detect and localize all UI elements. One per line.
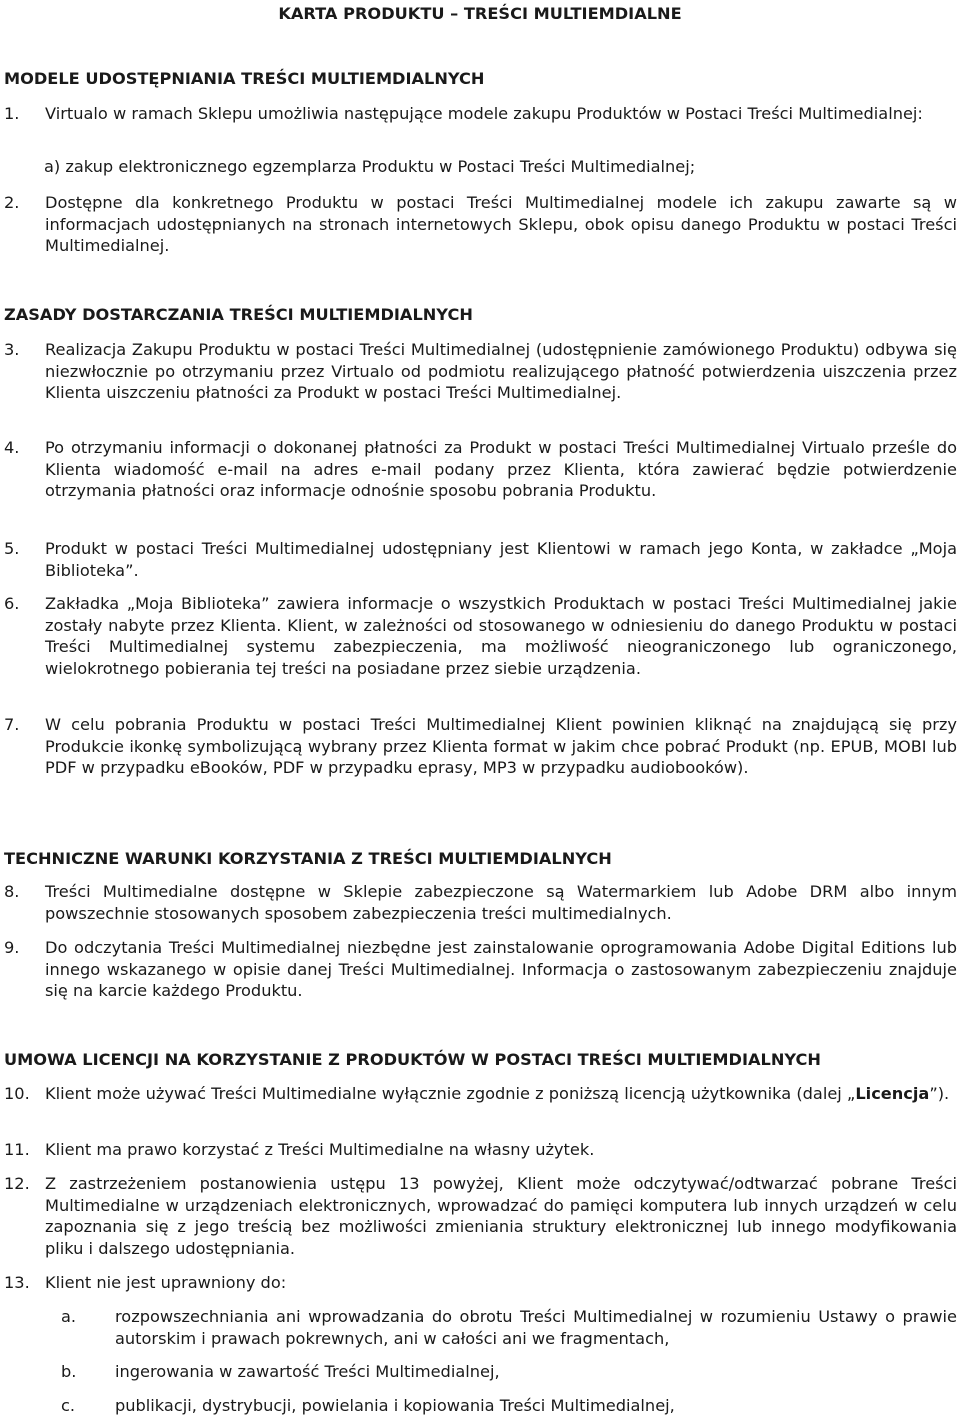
- paragraph-text: Klient ma prawo korzystać z Treści Multimedialne na własny użytek.: [45, 1140, 595, 1159]
- paragraph-10: [4, 1083, 957, 1105]
- paragraph-text-end: ”).: [929, 1084, 950, 1103]
- paragraph-9: [4, 937, 957, 1002]
- paragraph-number: 1.: [4, 104, 20, 123]
- paragraph-1: [4, 103, 957, 125]
- list-item-letter: b.: [61, 1362, 77, 1381]
- paragraph-number: 9.: [4, 938, 20, 957]
- paragraph-3: [4, 339, 957, 404]
- list-item-text: publikacji, dystrybucji, powielania i kopiowania Treści Multimedialnej,: [115, 1396, 675, 1415]
- paragraph-text: Dostępne dla konkretnego Produktu w postaci Treści Multimedialnej modele ich zakupu zawarte są w informacjach udostępnianych na stronach internetowych Sklepu, obok opisu danego Produktu w postaci Treści Multimedialnej.: [45, 193, 957, 255]
- list-item-13c: [61, 1395, 957, 1417]
- paragraph-1a: [44, 156, 957, 178]
- paragraph-text: Virtualo w ramach Sklepu umożliwia następujące modele zakupu Produktów w Postaci Treści Multimedialnej:: [45, 104, 923, 123]
- paragraph-2: [4, 192, 957, 257]
- section-heading-technical: TECHNICZNE WARUNKI KORZYSTANIA Z TREŚCI MULTIEMDIALNYCH: [4, 849, 612, 868]
- paragraph-number: 13.: [4, 1273, 30, 1292]
- paragraph-number: 10.: [4, 1084, 30, 1103]
- paragraph-number: 7.: [4, 715, 20, 734]
- paragraph-text: Z zastrzeżeniem postanowienia ustępu 13 powyżej, Klient może odczytywać/odtwarzać pobrane Treści Multimedialne w urządzeniach elektronicznych, wprowadzać do pamięci komputera lub innych urządzeń w celu zapoznania się z jego treścią bez możliwości zmieniania struktury elektronicznej lub innego modyfikowania pliku i dalszego udostępniania.: [45, 1174, 957, 1258]
- paragraph-4: [4, 437, 957, 502]
- paragraph-number: 5.: [4, 539, 20, 558]
- paragraph-text: Do odczytania Treści Multimedialnej niezbędne jest zainstalowanie oprogramowania Adobe Digital Editions lub innego wskazanego w opisie danej Treści Multimedialnej. Informacja o zastosowanym zabezpieczeniu znajduje się na karcie każdego Produktu.: [45, 938, 957, 1000]
- list-item-text: ingerowania w zawartość Treści Multimedialnej,: [115, 1362, 500, 1381]
- paragraph-5: [4, 538, 957, 581]
- paragraph-number: 4.: [4, 438, 20, 457]
- paragraph-11: [4, 1139, 957, 1161]
- paragraph-text: Po otrzymaniu informacji o dokonanej płatności za Produkt w postaci Treści Multimedialnej Virtualo prześle do Klienta wiadomość e-mail na adres e-mail podany przez Klienta, która zawierać będzie potwierdzenie otrzymania płatności oraz informacje odnośnie sposobu pobrania Produktu.: [45, 438, 957, 500]
- paragraph-12: [4, 1173, 957, 1259]
- list-item-13a: [61, 1306, 957, 1349]
- paragraph-text-start: Klient może używać Treści Multimedialne wyłącznie zgodnie z poniższą licencją użytkownika (dalej „: [45, 1084, 856, 1103]
- paragraph-text: Produkt w postaci Treści Multimedialnej udostępniany jest Klientowi w ramach jego Konta, w zakładce „Moja Biblioteka”.: [45, 539, 957, 580]
- paragraph-text: [45, 1083, 957, 1105]
- paragraph-13: [4, 1272, 957, 1294]
- paragraph-text: a) zakup elektronicznego egzemplarza Produktu w Postaci Treści Multimedialnej;: [44, 157, 696, 176]
- section-heading-delivery: ZASADY DOSTARCZANIA TREŚCI MULTIEMDIALNYCH: [4, 305, 473, 324]
- paragraph-number: 12.: [4, 1174, 30, 1193]
- paragraph-number: 2.: [4, 193, 20, 212]
- list-item-text: rozpowszechniania ani wprowadzania do obrotu Treści Multimedialnej w rozumieniu Ustawy o prawie autorskim i prawach pokrewnych, ani w całości ani we fragmentach,: [115, 1307, 957, 1348]
- list-item-letter: c.: [61, 1396, 76, 1415]
- section-heading-models: MODELE UDOSTĘPNIANIA TREŚCI MULTIEMDIALNYCH: [4, 69, 485, 88]
- license-term: Licencja: [855, 1084, 930, 1103]
- paragraph-text: Klient nie jest uprawniony do:: [45, 1273, 287, 1292]
- paragraph-7: [4, 714, 957, 779]
- paragraph-number: 11.: [4, 1140, 30, 1159]
- paragraph-text: Zakładka „Moja Biblioteka” zawiera informacje o wszystkich Produktach w postaci Treści Multimedialnej jakie zostały nabyte przez Klienta. Klient, w zależności od stosowanego w odniesieniu do danego Produktu w postaci Treści Multimedialnej systemu zabezpieczenia, ma możliwość nieograniczonego lub ograniczonego, wielokrotnego pobierania tej treści na posiadane przez siebie urządzenia.: [45, 594, 957, 678]
- paragraph-text: W celu pobrania Produktu w postaci Treści Multimedialnej Klient powinien kliknąć na znajdującą się przy Produkcie ikonkę symbolizującą wybrany przez Klienta format w jakim chce pobrać Produkt (np. EPUB, MOBI lub PDF w przypadku eBooków, PDF w przypadku eprasy, MP3 w przypadku audiobooków).: [45, 715, 957, 777]
- list-item-letter: a.: [61, 1307, 77, 1326]
- list-item-13b: [61, 1361, 957, 1383]
- paragraph-number: 3.: [4, 340, 20, 359]
- paragraph-text: Treści Multimedialne dostępne w Sklepie zabezpieczone są Watermarkiem lub Adobe DRM albo innym powszechnie stosowanych sposobem zabezpieczenia treści multimedialnych.: [45, 882, 957, 923]
- paragraph-6: [4, 593, 957, 679]
- paragraph-text: Realizacja Zakupu Produktu w postaci Treści Multimedialnej (udostępnienie zamówionego Produktu) odbywa się niezwłocznie po otrzymaniu przez Virtualo od podmiotu realizującego płatność potwierdzenia uiszczenia przez Klienta uiszczeniu płatności za Produkt w postaci Treści Multimedialnej.: [45, 340, 957, 402]
- paragraph-number: 8.: [4, 882, 20, 901]
- document-title: KARTA PRODUKTU – TREŚCI MULTIEMDIALNE: [278, 4, 682, 23]
- section-heading-license: UMOWA LICENCJI NA KORZYSTANIE Z PRODUKTÓW W POSTACI TREŚCI MULTIEMDIALNYCH: [4, 1050, 821, 1069]
- paragraph-8: [4, 881, 957, 924]
- paragraph-number: 6.: [4, 594, 20, 613]
